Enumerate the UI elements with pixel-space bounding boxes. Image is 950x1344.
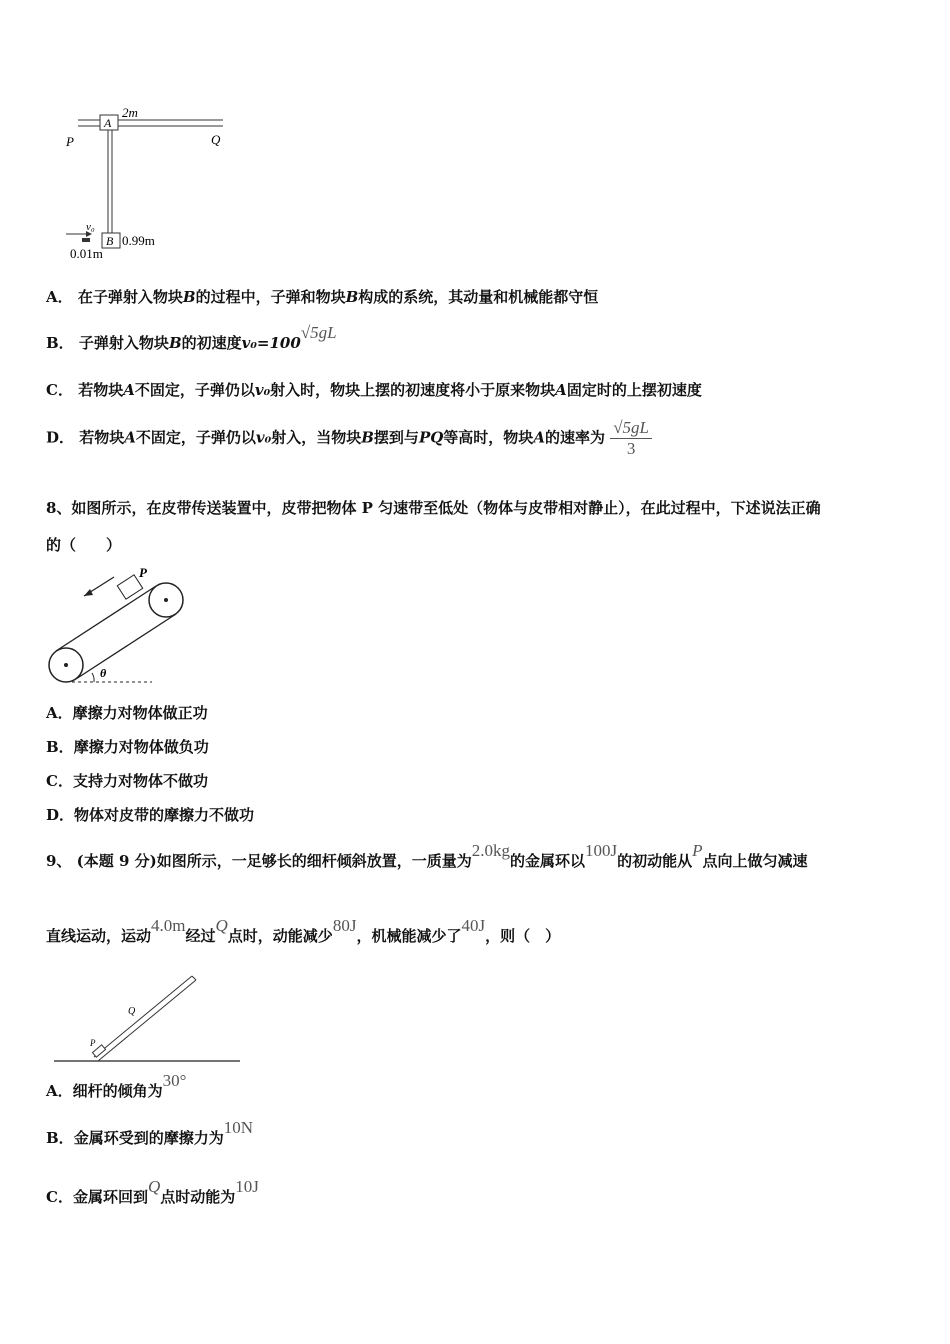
q7-label-q: Q	[211, 132, 221, 147]
q9-label-q: Q	[128, 1006, 136, 1017]
q8-stem-line1: 8、如图所示，在皮带传送装置中，皮带把物体 P 匀速带至低处（物体与皮带相对静止），在此过程中，下述说法正确	[46, 499, 821, 517]
q8-option-a: A．摩擦力对物体做正功	[46, 704, 208, 722]
q7-label-bullet-mass: 0.01m	[70, 246, 103, 261]
q9-stem-line1: 9、 (本题 9 分)如图所示，一足够长的细杆倾斜放置，一质量为2.0kg的金属环以100J的初动能从P点向上做匀减速	[46, 841, 808, 870]
q8-option-c: C．支持力对物体不做功	[46, 772, 208, 790]
q8-label-p: P	[139, 565, 147, 580]
fraction-sqrt5gl-over-3: $\frac{√5gL}{3}$	[610, 418, 652, 459]
q9-option-a: A．细杆的倾角为30°	[46, 1071, 187, 1100]
q7-label-p: P	[66, 134, 74, 149]
q7-label-b: B	[106, 234, 114, 248]
q8-stem-line2: 的（ ）	[46, 536, 122, 554]
q9-option-c: C．金属环回到Q点时动能为10J	[46, 1177, 259, 1206]
sqrt-5gl: √5gL	[300, 323, 337, 342]
q9-stem-line2: 直线运动，运动4.0m经过Q点时，动能减少80J，机械能减少了40J，则（ ）	[46, 916, 561, 945]
q7-label-v0: v₀	[86, 221, 95, 233]
q7-option-c: C． 若物块A不固定，子弹仍以v₀射入时，物块上摆的初速度将小于原来物块A固定时的上摆初速度	[46, 381, 702, 399]
q9-option-b: B．金属环受到的摩擦力为10N	[46, 1118, 253, 1147]
q8-belt-figure	[42, 565, 202, 690]
q7-label-2m: 2m	[122, 105, 138, 120]
q7-option-d: D． 若物块A不固定，子弹仍以v₀射入，当物块B摆到与PQ等高时，物块A的速率为 $\frac{√5gL}{3}$	[46, 418, 652, 459]
q7-figure	[58, 100, 238, 265]
q9-label-p: P	[90, 1038, 96, 1048]
q8-option-b: B．摩擦力对物体做负功	[46, 738, 209, 756]
q7-option-b: B． 子弹射入物块B的初速度v₀=100√5gL	[46, 323, 337, 352]
q8-option-d: D．物体对皮带的摩擦力不做功	[46, 806, 255, 824]
q7-label-b-mass: 0.99m	[122, 233, 155, 248]
q8-label-theta: θ	[100, 666, 107, 680]
q7-option-a: A． 在子弹射入物块B的过程中，子弹和物块B构成的系统，其动量和机械能都守恒	[46, 288, 599, 306]
q9-rod-figure	[52, 970, 247, 1065]
q7-label-a: A	[104, 116, 112, 130]
